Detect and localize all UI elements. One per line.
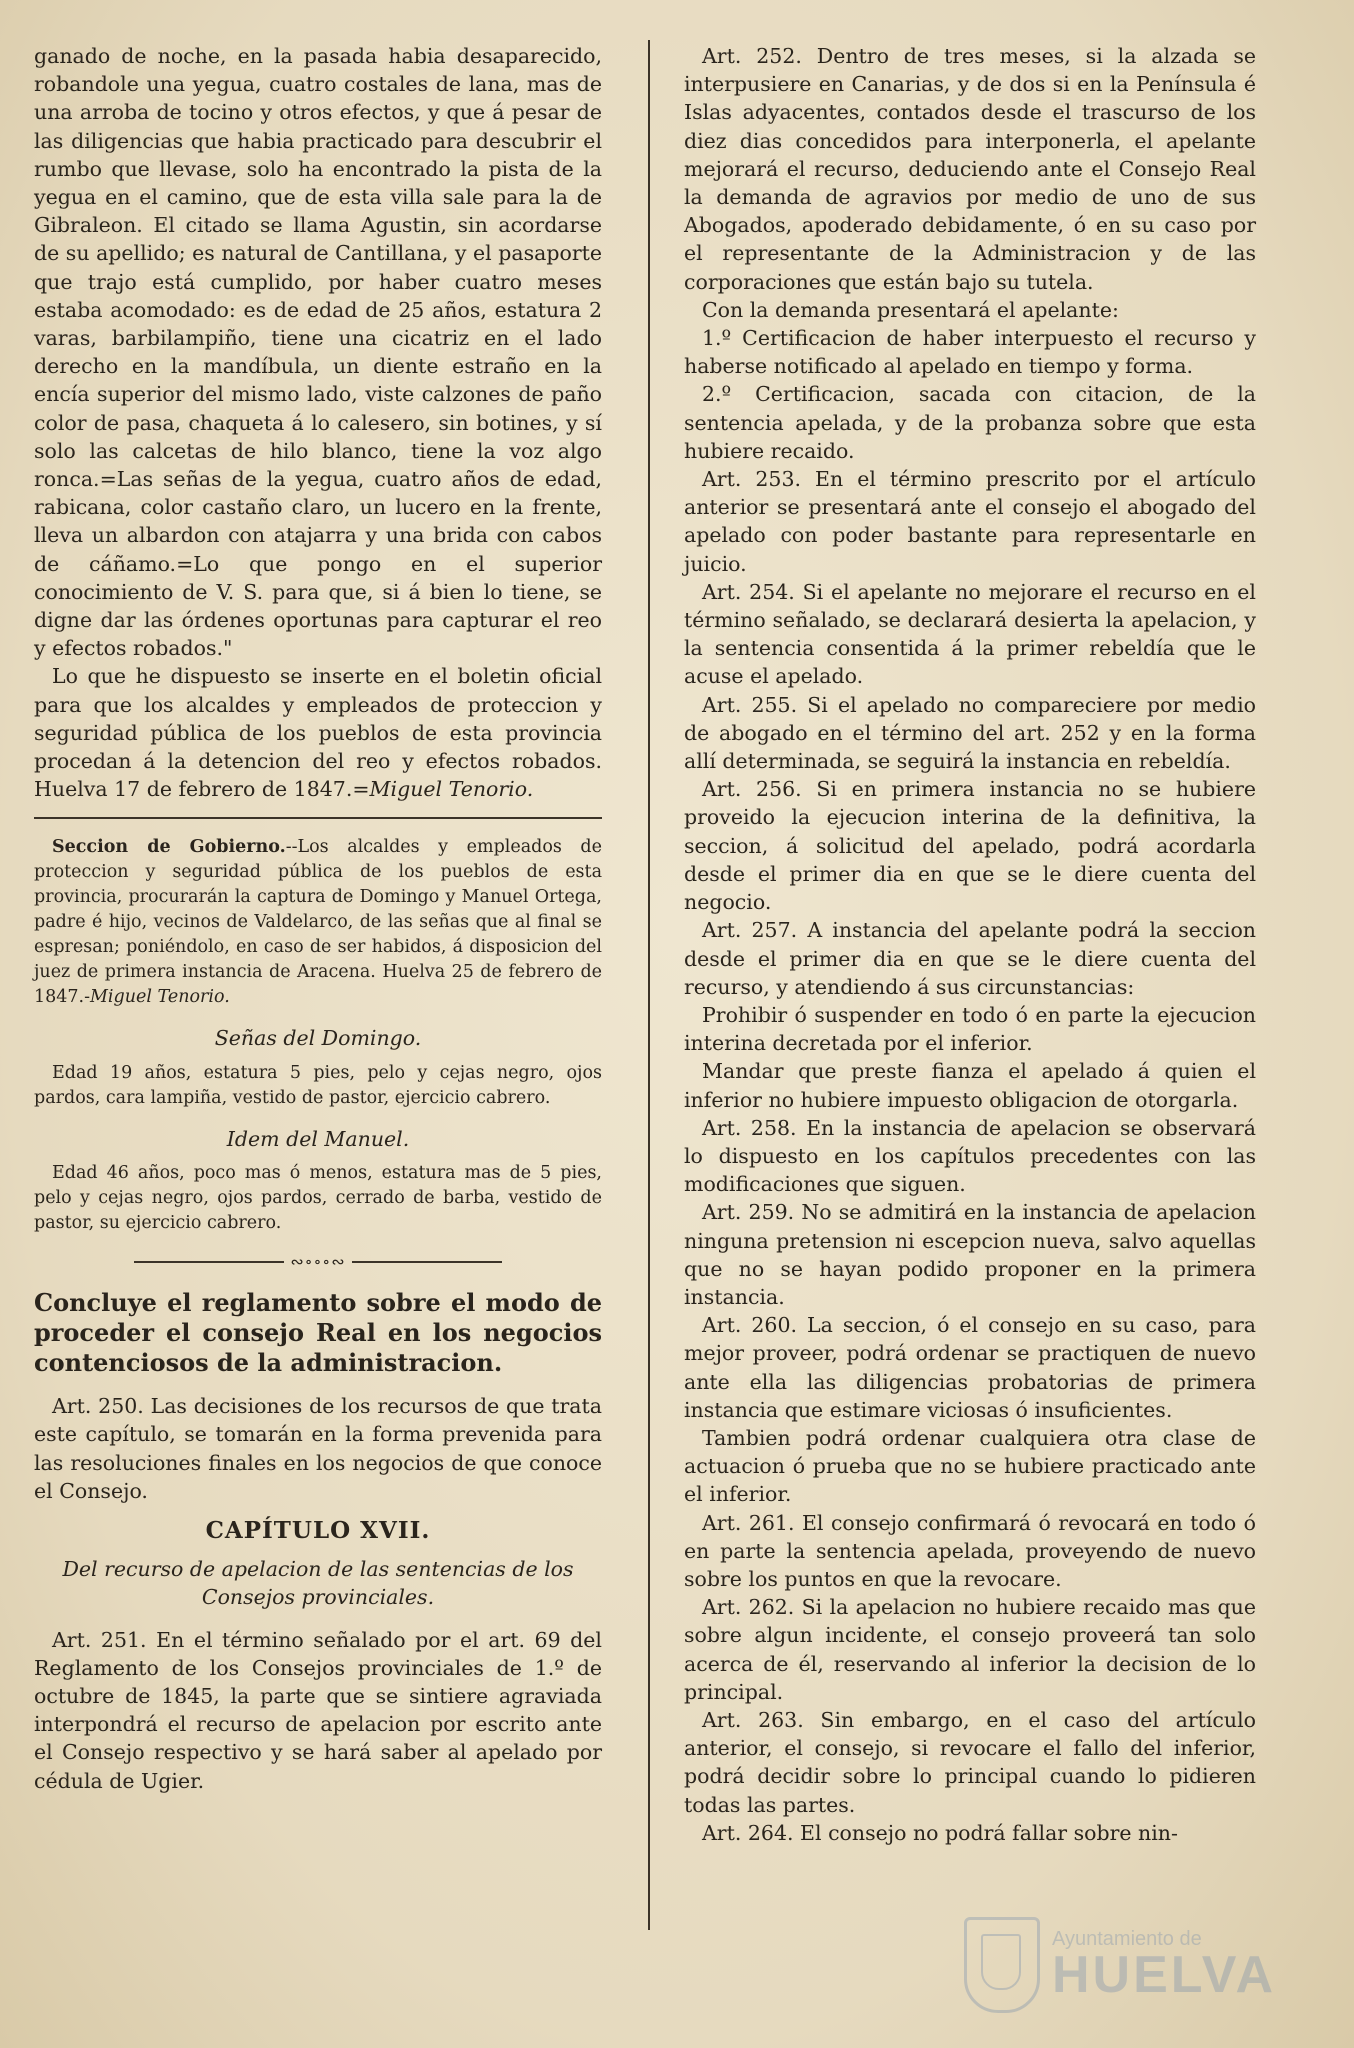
city-shield-icon (964, 1917, 1040, 2013)
manuel-heading: Idem del Manuel. (226, 1126, 410, 1151)
bulletin-text: Lo que he dispuesto se inserte en el boletin oficial para que los alcaldes y empleados de proteccion y seguridad pública de los pueblos de esta provincia procedan á la detencion del reo y efectos robados. Huelva 17 de febrero de 1847.= (34, 664, 602, 802)
demanda-item-2: 2.º Certificacion, sacada con citacion, de la sentencia apelada, y de la probanza sobre que esta hubiere recaido. (684, 382, 1256, 463)
bulletin-signature: Miguel Tenorio. (369, 777, 534, 802)
article-258: Art. 258. En la instancia de apelacion se observará lo dispuesto en los capítulos precedentes con las modificaciones que siguen. (684, 1115, 1256, 1197)
opening-paragraph: ganado de noche, en la pasada habia desaparecido, robandole una yegua, cuatro costales de lana, mas de una arroba de tocino y otros efectos, y que á pesar de las diligencias que habia practicado para descubrir el rumbo que llevase, solo ha encontrado la pista de la yegua en el camino, que de esta villa sale para la de Gibraleon. El citado se llama Agustin, sin acordarse de su apellido; es natural de Cantillana, y el pasaporte que trajo está cumplido, por haber cuatro meses estaba acomodado: es de edad de 25 años, estatura 2 varas, barbilampiño, tiene una cicatriz en el lado derecho en la mandíbula, un diente estraño en la encía superior del mismo lado, viste calzones de paño color de pasa, chaqueta á lo calesero, sin botines, y sí solo las calcetas de hilo blanco, tiene la voz algo ronca.=Las señas de la yegua, cuatro años de edad, rabicana, color castaño claro, un lucero en la frente, lleva un albardon con atajarra y una brida con cabos de cáñamo.=Lo que pongo en el superior conocimiento de V. S. para que, si á bien lo tiene, se digne dar las órdenes oportunas para capturar el reo y efectos robados." (34, 44, 602, 661)
watermark-line-2: HUELVA (1052, 1946, 1277, 2004)
watermark-text (1052, 1928, 1277, 2004)
gobierno-signature: Miguel Tenorio. (90, 987, 230, 1008)
gobierno-lead: Seccion de Gobierno. (52, 837, 286, 858)
article-263: Art. 263. Sin embargo, en el caso del artículo anterior, el consejo, si revocare el fallo del inferior, podrá decidir sobre lo principal cuando lo pidieren todas las partes. (684, 1707, 1256, 1817)
ornament-divider: ∾∘∘∘∾ (34, 1248, 602, 1276)
bulletin-paragraph (34, 662, 602, 803)
watermark-line-1: Ayuntamiento de (1052, 1928, 1202, 1950)
article-260: Art. 260. La seccion, ó el consejo en su caso, para mejor proveer, podrá ordenar se practiquen de nuevo ante ella las diligencias probatorias de primera instancia que estimare viciosas ó insuficientes. (684, 1313, 1256, 1422)
domingo-heading: Señas del Domingo. (214, 1026, 422, 1051)
article-262: Art. 262. Si la apelacion no hubiere recaido mas que sobre algun incidente, el consejo proveerá tan solo acerca de él, reservando al inferior la decision de lo principal. (684, 1595, 1256, 1704)
article-253: Art. 253. En el término prescrito por el artículo anterior se presentará ante el consejo el abogado del apelado con poder bastante para representarle en juicio. (684, 467, 1256, 576)
right-column (684, 42, 1256, 1847)
reglamento-heading: Concluye el reglamento sobre el modo de proceder el consejo Real en los negocios contenciosos de la administracion. (34, 1288, 602, 1378)
manuel-description: Edad 46 años, poco mas ó menos, estatura mas de 5 pies, pelo y cejas negro, ojos pardos, cerrado de barba, vestido de pastor, su ejercicio cabrero. (34, 1162, 602, 1233)
article-264: Art. 264. El consejo no podrá fallar sobre nin- (702, 1820, 1178, 1845)
chapter-title: CAPÍTULO XVII. (205, 1516, 431, 1544)
article-251: Art. 251. En el término señalado por el art. 69 del Reglamento de los Consejos provinciales de 1.º de octubre de 1845, la parte que se sintiere agraviada interpondrá el recurso de apelacion por escrito ante el Consejo respectivo y se hará saber al apelado por cédula de Ugier. (34, 1627, 602, 1793)
article-252: Art. 252. Dentro de tres meses, si la alzada se interpusiere en Canarias, y de dos si en la Península é Islas adyacentes, contados desde el trascurso de los diez dias concedidos para interponerla, el apelante mejorará el recurso, deduciendo ante el Consejo Real la demanda de agravios por medio de uno de sus Abogados, apoderado debidamente, ó en su caso por el representante de la Administracion y de las corporaciones que están bajo su tutela. (684, 44, 1256, 294)
article-260-continued: Tambien podrá ordenar cualquiera otra clase de actuacion ó prueba que no se hubiere practicado ante el inferior. (684, 1425, 1256, 1507)
archive-watermark (964, 1910, 1294, 2020)
left-column (34, 42, 602, 1795)
demanda-intro: Con la demanda presentará el apelante: (702, 297, 1119, 322)
article-259: Art. 259. No se admitirá en la instancia de apelacion ninguna pretension ni escepcion nueva, salvo aquellas que no se hayan podido proponer en la primera instancia. (684, 1200, 1256, 1309)
article-261: Art. 261. El consejo confirmará ó revocará en todo ó en parte la sentencia apelada, proveyendo de nuevo sobre los puntos en que la revocare. (684, 1510, 1256, 1591)
article-257: Art. 257. A instancia del apelante podrá la seccion desde el primer dia en que se le diere cuenta del recurso, y atendiendo á sus circunstancias: (684, 918, 1256, 999)
article-250: Art. 250. Las decisiones de los recursos de que trata este capítulo, se tomarán en la forma prevenida para las resoluciones finales en los negocios de que conoce el Consejo. (34, 1394, 602, 1503)
article-257-clause-a: Prohibir ó suspender en todo ó en parte la ejecucion interina decretada por el inferior. (684, 1002, 1256, 1056)
column-divider (648, 40, 650, 1930)
article-254: Art. 254. Si el apelante no mejorare el recurso en el término señalado, se declarará desierta la apelacion, y la sentencia consentida á la primer rebeldía que le acuse el apelado. (684, 579, 1256, 689)
article-257-clause-b: Mandar que preste fianza el apelado á quien el inferior no hubiere impuesto obligacion de otorgarla. (684, 1059, 1256, 1112)
demanda-item-1: 1.º Certificacion de haber interpuesto el recurso y haberse notificado al apelado en tiempo y forma. (684, 326, 1256, 379)
article-255: Art. 255. Si el apelado no compareciere por medio de abogado en el término del art. 252 y en la forma allí determinada, se seguirá la instancia en rebeldía. (684, 692, 1256, 774)
article-256: Art. 256. Si en primera instancia no se hubiere proveido la ejecucion interina de la definitiva, la seccion, á solicitud del apelado, podrá acordarla desde el primer dia en que se le diere cuenta del negocio. (684, 777, 1256, 915)
domingo-description: Edad 19 años, estatura 5 pies, pelo y cejas negro, ojos pardos, cara lampiña, vestido de pastor, ejercicio cabrero. (34, 1062, 602, 1108)
chapter-subtitle: Del recurso de apelacion de las sentencias de los Consejos provinciales. (62, 1557, 574, 1610)
gobierno-text: --Los alcaldes y empleados de proteccion y seguridad pública de los pueblos de esta provincia, procurarán la captura de Domingo y Manuel Ortega, padre é hijo, vecinos de Valdelarco, de las señas que al final se espresan; poniéndolo, en caso de ser habidos, á disposicion del juez de primera instancia de Aracena. Huelva 25 de febrero de 1847.- (34, 837, 602, 1008)
section-divider (34, 817, 602, 819)
gobierno-notice (34, 835, 602, 1010)
